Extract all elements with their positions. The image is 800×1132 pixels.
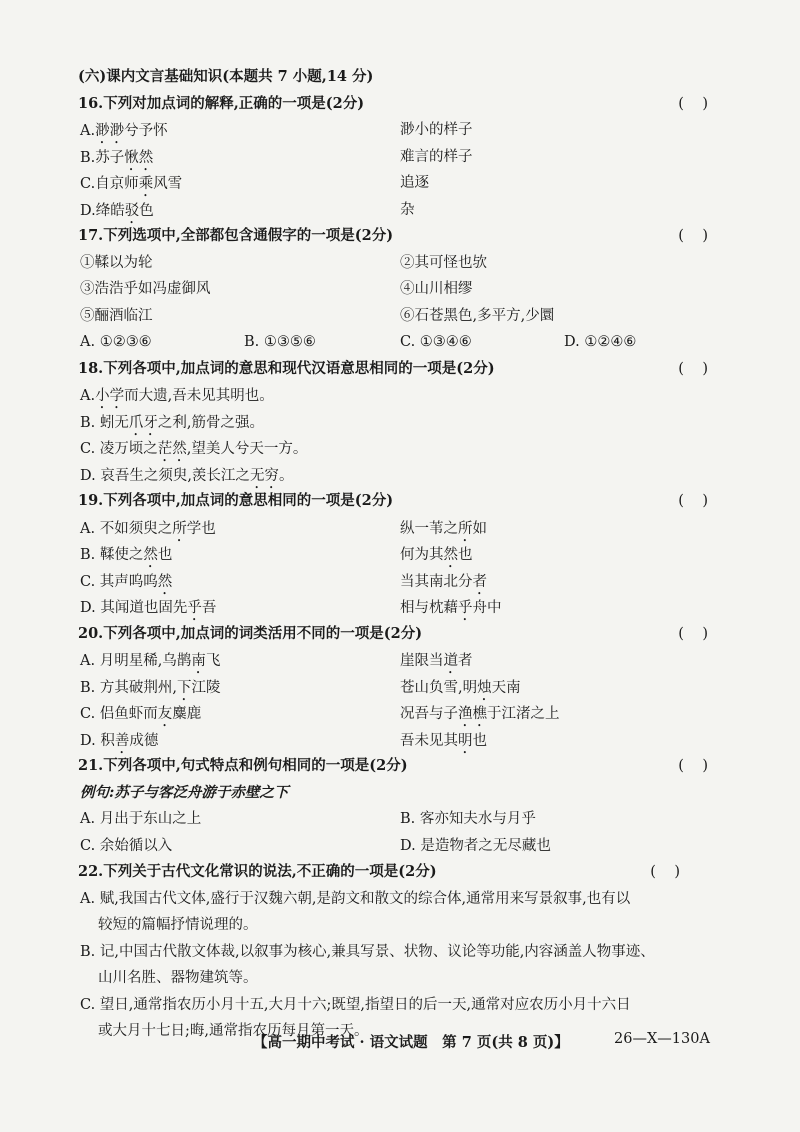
option-text: 江陵: [191, 679, 221, 696]
q19-stem-row: [78, 488, 728, 515]
option-text: 风雪: [153, 176, 183, 192]
dotted-word: 然: [143, 547, 158, 563]
option-text: 何为其: [400, 547, 444, 563]
q20-answer-blank[interactable]: ( ): [678, 625, 708, 642]
q16-option-b: [78, 144, 728, 171]
q17-choice-c: C. ①③④⑥: [400, 334, 472, 350]
q17-choice-a: A. ①②③⑥: [80, 334, 152, 350]
q16-gloss-d: 杂: [400, 201, 415, 218]
dotted-word: 乘: [138, 176, 154, 192]
q17-answer-blank[interactable]: ( ): [678, 228, 708, 244]
option-text: 如: [472, 520, 487, 537]
q20-option-a: [78, 647, 728, 674]
q19-option-a: [78, 515, 728, 542]
q17-stem: 17.下列选项中,全部都包含通假字的一项是(2分): [78, 227, 394, 244]
dotted-word: 所: [458, 520, 473, 537]
q18-option-a: [78, 382, 728, 409]
q21-stem: 21.下列各项中,句式特点和例句相同的一项是(2分): [78, 757, 408, 774]
q16-gloss-b: 难言的样子: [400, 148, 473, 165]
option-text: 吾未见其: [400, 732, 458, 749]
q22-stem: 22.下列关于古代文化常识的说法,不正确的一项是(2分): [78, 863, 437, 880]
q16-stem: 16.下列对加点词的解释,正确的一项是(2分): [78, 94, 365, 112]
option-text: B. 蚓无: [80, 414, 129, 431]
dotted-word: 所: [172, 520, 187, 537]
dotted-word: 烛: [477, 679, 492, 696]
option-text: 之利,筋骨之强。: [157, 414, 264, 431]
q22-para-a-line2: [78, 912, 728, 939]
q18-answer-blank[interactable]: ( ): [678, 360, 708, 377]
option-text: 相与枕藉: [400, 600, 458, 616]
option-text: B. 方其破荆州,: [80, 679, 177, 696]
q18-option-b: [78, 409, 728, 436]
dotted-word: 明: [458, 732, 473, 749]
q22-option-a-cont: 较短的篇幅抒情说理的。: [98, 917, 258, 933]
option-text: 绛皓: [95, 202, 125, 219]
dotted-word: 乎: [458, 600, 473, 616]
q20-option-c: [78, 700, 728, 727]
q20-option-b: [78, 674, 728, 701]
q22-option-b-cont: 山川名胜、器物建筑等。: [98, 970, 258, 986]
q16-option-c: [78, 170, 728, 197]
footer-title: 【高一期中考试 · 语文试题 第 7 页(共 8 页)】: [253, 1034, 569, 1051]
dotted-word: 茫然: [157, 441, 187, 457]
option-text: 麋鹿: [172, 706, 202, 722]
option-label: B.: [80, 149, 96, 166]
q22-para-b-line2: [78, 965, 728, 992]
dotted-word: 愀然: [124, 149, 154, 166]
q17-stem-row: [78, 223, 728, 250]
dotted-word: 道: [443, 653, 458, 669]
dotted-word: 驳: [124, 202, 140, 219]
option-text: 飞: [205, 653, 221, 669]
q16-option-d: [78, 197, 728, 224]
q17-item-1: ①鞣以为轮: [80, 254, 153, 271]
option-text: D. 哀吾生之须臾,羡长江之: [80, 467, 250, 484]
option-text: C. 凌万顷之: [80, 441, 158, 457]
dotted-word: 善: [114, 732, 130, 749]
q21-choices-row-1: [78, 806, 728, 833]
option-text: 者: [458, 653, 473, 669]
q17-items-row-2: [78, 276, 728, 303]
option-text: 成德: [129, 732, 159, 749]
q18-option-c: [78, 435, 728, 462]
q17-item-5: ⑤酾酒临江: [80, 307, 153, 324]
option-text: 而大遗,吾未见其明也。: [124, 388, 274, 404]
q17-item-2: ②其可怪也欤: [400, 254, 487, 271]
q17-choice-b: B. ①③⑤⑥: [244, 334, 316, 350]
dotted-word: 然: [157, 573, 173, 590]
option-text: A. 不如须臾之: [80, 520, 173, 537]
option-label: C.: [80, 176, 96, 192]
option-text: A.: [80, 388, 96, 404]
q17-items-row-1: [78, 250, 728, 277]
option-text: 也: [157, 547, 173, 563]
option-text: 兮予怀: [124, 123, 168, 139]
q17-choices-row: [78, 329, 728, 356]
q17-choice-d: D. ①②④⑥: [564, 334, 637, 350]
q22-option-a: A. 赋,我国古代文体,盛行于汉魏六朝,是韵文和散文的综合体,通常用来写景叙事,也有以: [80, 890, 631, 907]
q19-stem: 19.下列各项中,加点词的意思相同的一项是(2分): [78, 492, 394, 509]
q22-para-a-line1: [78, 886, 728, 913]
option-text: 自京师: [95, 176, 139, 192]
option-text: 学也: [186, 520, 216, 537]
q19-option-d: [78, 594, 728, 621]
q19-option-b: [78, 541, 728, 568]
q22-para-c-line1: [78, 992, 728, 1019]
q22-option-c-cont: 或大月十七日;晦,通常指农历每月第一天。: [98, 1023, 369, 1039]
q20-option-d: [78, 727, 728, 754]
q16-gloss-a: 渺小的样子: [400, 122, 473, 138]
q17-items-row-3: [78, 303, 728, 330]
option-text: 纵一苇之: [400, 520, 458, 537]
dotted-word: 者: [472, 573, 487, 590]
option-text: C. 其声呜呜: [80, 573, 158, 590]
option-text: B. 鞣使之: [80, 547, 144, 563]
q22-option-b: B. 记,中国古代散文体裁,以叙事为核心,兼具写景、状物、议论等功能,内容涵盖人物事迹、: [80, 943, 655, 960]
q22-stem-row: [78, 859, 728, 886]
q21-stem-row: [78, 753, 728, 780]
q21-choice-d: D. 是造物者之无尽藏也: [400, 837, 551, 854]
option-text: 于江渚之上: [487, 706, 560, 722]
q16-option-a: [78, 117, 728, 144]
option-text: 。: [278, 467, 294, 484]
q21-example-row: [78, 780, 728, 807]
dotted-word: 小学: [95, 388, 125, 404]
exam-content: [78, 64, 728, 1045]
option-text: 当其南北分: [400, 573, 473, 590]
dotted-word: 爪牙: [128, 414, 158, 431]
q16-gloss-c: 追逐: [400, 175, 429, 191]
dotted-word: 渔樵: [458, 706, 487, 722]
q18-option-d: [78, 462, 728, 489]
q16-stem-row: [78, 91, 728, 118]
option-text: 舟中: [472, 600, 502, 616]
dotted-word: 下: [176, 679, 192, 696]
option-label: A.: [80, 123, 96, 139]
option-text: 也: [458, 547, 473, 563]
option-text: D. 其闻道也固先: [80, 600, 188, 616]
option-text: 况吾与子: [400, 706, 458, 722]
option-text: 崖限当: [400, 653, 444, 669]
q20-stem: 20.下列各项中,加点词的词类活用不同的一项是(2分): [78, 624, 423, 642]
q20-stem-row: [78, 621, 728, 648]
q19-answer-blank[interactable]: ( ): [678, 493, 708, 509]
q17-item-4: ④山川相缪: [400, 281, 473, 297]
dotted-word: 友: [157, 706, 173, 722]
q21-choice-b: B. 客亦知夫水与月乎: [400, 811, 536, 827]
q18-stem-row: [78, 356, 728, 383]
option-text: 天南: [491, 679, 521, 696]
q21-choice-c: C. 余始循以入: [80, 837, 173, 854]
option-text: ,望美人兮天一方。: [186, 441, 308, 457]
dotted-word: 然: [443, 547, 458, 563]
q16-answer-blank[interactable]: ( ): [678, 95, 708, 112]
dotted-word: 南: [191, 653, 206, 669]
q21-example: 例句:苏子与客泛舟游于赤壁之下: [80, 783, 289, 801]
q19-option-c: [78, 568, 728, 595]
option-text: 也: [472, 732, 487, 749]
q18-stem: 18.下列各项中,加点词的意思和现代汉语意思相同的一项是(2分): [78, 359, 495, 377]
q22-answer-blank[interactable]: ( ): [650, 864, 680, 880]
section-header: (六)课内文言基础知识(本题共 7 小题,14 分): [78, 68, 374, 85]
q17-item-3: ③浩浩乎如冯虚御风: [80, 281, 211, 297]
section-header-row: [78, 64, 728, 91]
option-text: D. 积: [80, 732, 115, 749]
option-text: C. 侣鱼虾而: [80, 706, 158, 722]
option-text: 苍山负雪,明: [400, 679, 478, 696]
q22-para-b-line1: [78, 939, 728, 966]
dotted-word: 无穷: [249, 467, 279, 484]
q21-answer-blank[interactable]: ( ): [678, 758, 708, 774]
q22-option-c: C. 望日,通常指农历小月十五,大月十六;既望,指望日的后一天,通常对应农历小月十六日: [80, 996, 631, 1013]
dotted-word: 乎: [187, 600, 202, 616]
q21-choice-a: A. 月出于东山之上: [80, 811, 202, 827]
option-text: A. 月明星稀,乌鹊: [80, 653, 192, 669]
q17-item-6: ⑥石苍黑色,多平方,少圜: [400, 307, 555, 324]
option-text: 吾: [201, 600, 217, 616]
option-label: D.: [80, 202, 96, 219]
option-text: 苏子: [95, 149, 125, 166]
dotted-word: 渺渺: [95, 123, 125, 139]
option-text: 色: [139, 202, 154, 219]
q21-choices-row-2: [78, 833, 728, 860]
footer-code: 26—X—130A: [614, 1031, 710, 1047]
